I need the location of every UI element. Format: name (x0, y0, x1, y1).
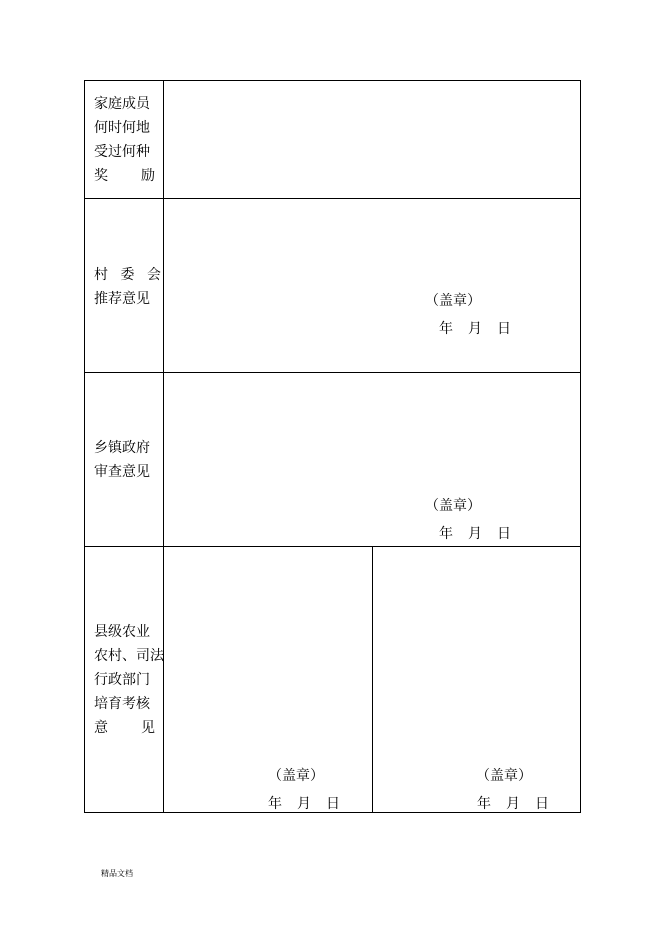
township-seal: （盖章） (425, 498, 481, 514)
county-row (85, 547, 580, 812)
township-row (85, 373, 580, 547)
village-row (85, 199, 580, 373)
township-date: 年 月 日 (439, 526, 511, 542)
county-label: 县级农业 农村、司法 行政部门 培育考核 意 见 (85, 547, 164, 812)
county-agri-opinion-cell[interactable] (164, 547, 373, 812)
village-label: 村 委 会 推荐意见 (85, 199, 164, 372)
awards-label: 家庭成员 何时何地 受过何种 奖 励 (85, 81, 164, 198)
awards-input-cell[interactable] (164, 81, 580, 198)
township-label: 乡镇政府 审查意见 (85, 373, 164, 546)
village-date: 年 月 日 (439, 321, 511, 337)
footer-watermark: 精品文档 (101, 869, 133, 878)
review-form-table (84, 80, 581, 813)
village-opinion-cell[interactable] (164, 199, 580, 372)
county-right-date: 年 月 日 (477, 796, 549, 812)
county-justice-opinion-cell[interactable] (373, 547, 580, 812)
village-seal: （盖章） (425, 293, 481, 309)
county-right-seal: （盖章） (476, 768, 532, 784)
township-opinion-cell[interactable] (164, 373, 580, 546)
county-left-seal: （盖章） (268, 768, 324, 784)
county-left-date: 年 月 日 (268, 796, 340, 812)
awards-row (85, 81, 580, 199)
